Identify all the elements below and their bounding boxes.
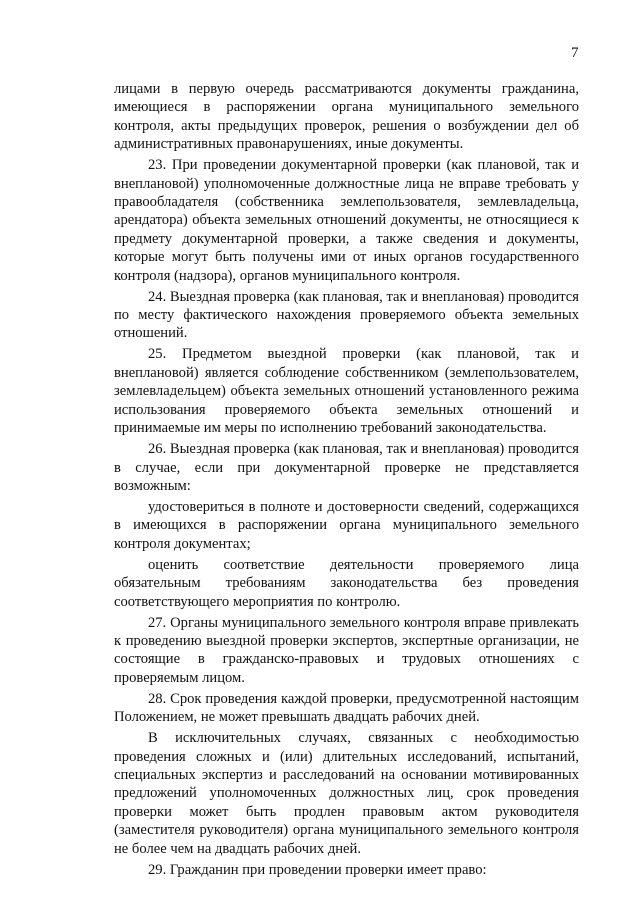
paragraph-26: 26. Выездная проверка (как плановая, так и внеплановая) проводится в случае, если при документарной проверке не представляется возможным:	[114, 441, 579, 494]
paragraph-23: 23. При проведении документарной проверки (как плановой, так и внеплановой) уполномоченные должностные лица не вправе требовать у правообладателя (собственника землепользователя, землевладельца, арендатора) объекта земельных отношений документы, не относящиеся к предмету документарной проверки, а также сведения и документы, которые могут быть получены ими от иных органов государственного контроля (надзора), органов муниципального контроля.	[114, 157, 579, 284]
paragraph-24: 24. Выездная проверка (как плановая, так и внеплановая) проводится по месту фактического нахождения проверяемого объекта земельных отношений.	[114, 288, 579, 342]
page-number: 7	[571, 45, 579, 61]
document-body	[114, 80, 579, 882]
paragraph-continuation: лицами в первую очередь рассматриваются документы гражданина, имеющиеся в распоряжении органа муниципального земельного контроля, акты предыдущих проверок, решения о возбуждении дел об административных правонарушениях, иные документы.	[114, 81, 579, 153]
paragraph-26-item-1: удостовериться в полноте и достоверности сведений, содержащихся в имеющихся в распоряжении органа муниципального земельного контроля документах;	[114, 498, 579, 552]
paragraph-27: 27. Органы муниципального земельного контроля вправе привлекать к проведению выездной проверки экспертов, экспертные организации, не состоящие в гражданско-правовых и трудовых отношениях с проверяемым лицом.	[114, 614, 579, 686]
paragraph-28: 28. Срок проведения каждой проверки, предусмотренной настоящим Положением, не может превышать двадцать рабочих дней.	[114, 690, 579, 726]
paragraph-28-extension: В исключительных случаях, связанных с необходимостью проведения сложных и (или) длительных исследований, испытаний, специальных экспертиз и расследований на основании мотивированных предложений уполномоченных должностных лиц, срок проведения проверки может быть продлен правовым актом руководителя (заместителя руководителя) органа муниципального земельного контроля не более чем на двадцать рабочих дней.	[114, 730, 579, 857]
paragraph-25: 25. Предметом выездной проверки (как плановой, так и внеплановой) является соблюдение собственником (землепользователем, землевладельцем) объекта земельных отношений установленного режима использования проверяемого объекта земельных отношений и принимаемые им меры по исполнению требований законодательства.	[114, 346, 579, 437]
paragraph-26-item-2: оценить соответствие деятельности проверяемого лица обязательным требованиям законодательства без проведения соответствующего мероприятия по контролю.	[114, 556, 579, 610]
paragraph-29: 29. Гражданин при проведении проверки имеет право:	[148, 861, 487, 878]
